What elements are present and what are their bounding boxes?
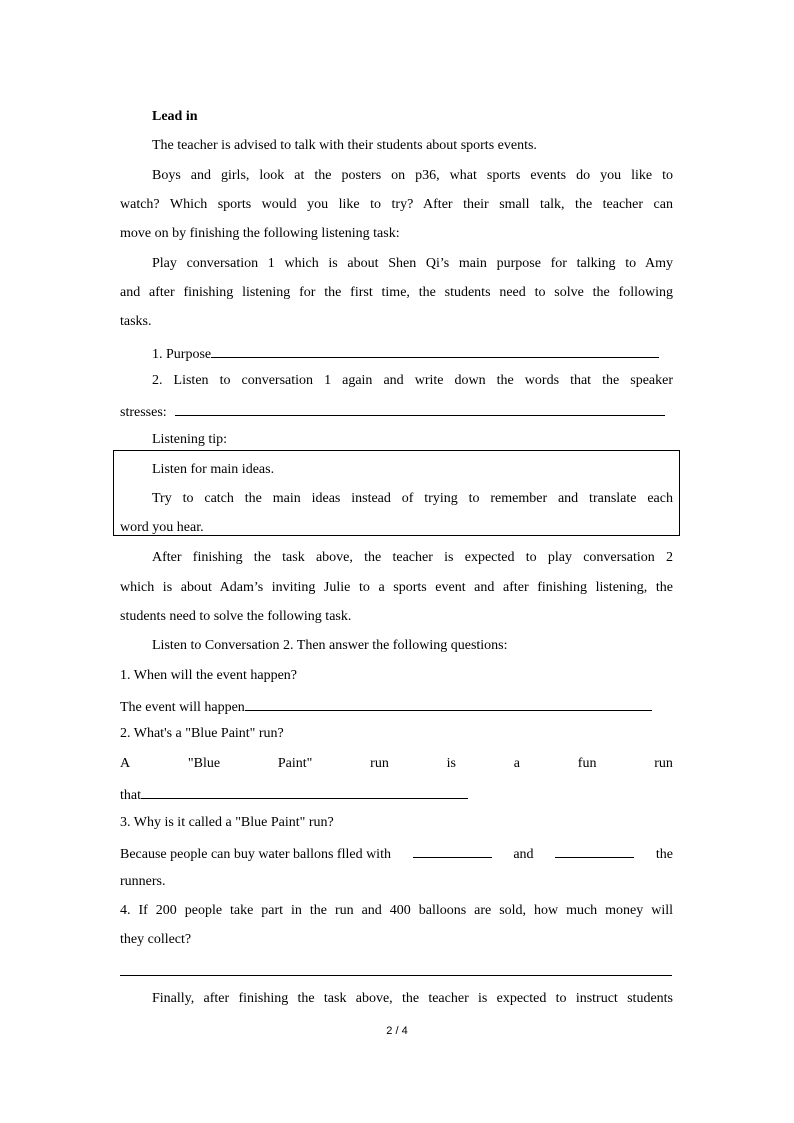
answer-3-pre: Because people can buy water ballons flled with <box>120 847 391 862</box>
answer-1 <box>120 696 673 717</box>
answer-word: run <box>370 756 389 771</box>
question-3: 3. Why is it called a "Blue Paint" run? <box>120 815 334 830</box>
answer-blank <box>413 843 492 858</box>
answer-line <box>120 975 672 976</box>
answer-2-line <box>120 755 673 773</box>
tip-line: Try to catch the main ideas instead of trying to remember and translate each <box>152 491 673 506</box>
answer-blank <box>555 843 634 858</box>
paragraph-line: move on by finishing the following listening task: <box>120 226 400 241</box>
answer-word: a <box>513 756 520 771</box>
answer-word: Paint" <box>277 756 313 771</box>
task-purpose-label: 1. Purpose <box>152 347 212 362</box>
question-4: 4. If 200 people take part in the run and 400 balloons are sold, how much money will <box>120 903 673 918</box>
paragraph-intro: The teacher is advised to talk with their students about sports events. <box>152 138 537 153</box>
task-listen-line: 2. Listen to conversation 1 again and write down the words that the speaker <box>152 373 673 388</box>
question-1: 1. When will the event happen? <box>120 668 298 683</box>
paragraph-line: watch? Which sports would you like to try? After their small talk, the teacher can <box>120 197 673 212</box>
tip-line: word you hear. <box>120 520 204 535</box>
answer-blank <box>175 401 665 416</box>
page-number: 2 / 4 <box>386 1025 408 1037</box>
answer-word: fun <box>577 756 597 771</box>
paragraph-final: Finally, after finishing the task above, the teacher is expected to instruct students <box>152 991 673 1006</box>
answer-3-cont: runners. <box>120 874 166 889</box>
answer-2-label: that <box>120 788 141 803</box>
paragraph-line: and after finishing listening for the first time, the students need to solve the following <box>120 285 673 300</box>
answer-word: run <box>654 756 673 771</box>
task-stresses-label: stresses: <box>120 405 167 420</box>
answer-1-label: The event will happen <box>120 700 245 715</box>
paragraph-line: tasks. <box>120 314 152 329</box>
answer-blank <box>245 696 652 711</box>
tip-title: Listening tip: <box>152 432 228 447</box>
instruction-line: Listen to Conversation 2. Then answer the following questions: <box>152 638 508 653</box>
answer-2-cont <box>120 784 673 805</box>
answer-3-line <box>120 843 673 864</box>
paragraph-line: Boys and girls, look at the posters on p36, what sports events do you like to <box>152 168 673 183</box>
paragraph-line: which is about Adam’s inviting Julie to a sports event and after finishing listening, the <box>120 580 673 595</box>
paragraph-line: Play conversation 1 which is about Shen Qi’s main purpose for talking to Amy <box>152 256 673 271</box>
answer-word: A <box>120 756 131 771</box>
answer-word: "Blue <box>187 756 221 771</box>
answer-blank <box>141 784 468 799</box>
answer-word: is <box>446 756 456 771</box>
section-heading: Lead in <box>152 109 198 124</box>
paragraph-line: students need to solve the following task. <box>120 609 352 624</box>
question-4-cont: they collect? <box>120 932 192 947</box>
answer-3-mid: and <box>513 847 534 862</box>
task-stresses <box>120 401 673 422</box>
paragraph-line: After finishing the task above, the teacher is expected to play conversation 2 <box>152 550 673 565</box>
question-2: 2. What's a "Blue Paint" run? <box>120 726 284 741</box>
answer-3-post: the <box>655 847 673 862</box>
answer-blank <box>211 343 659 358</box>
tip-line: Listen for main ideas. <box>152 462 275 477</box>
task-purpose <box>152 343 673 364</box>
